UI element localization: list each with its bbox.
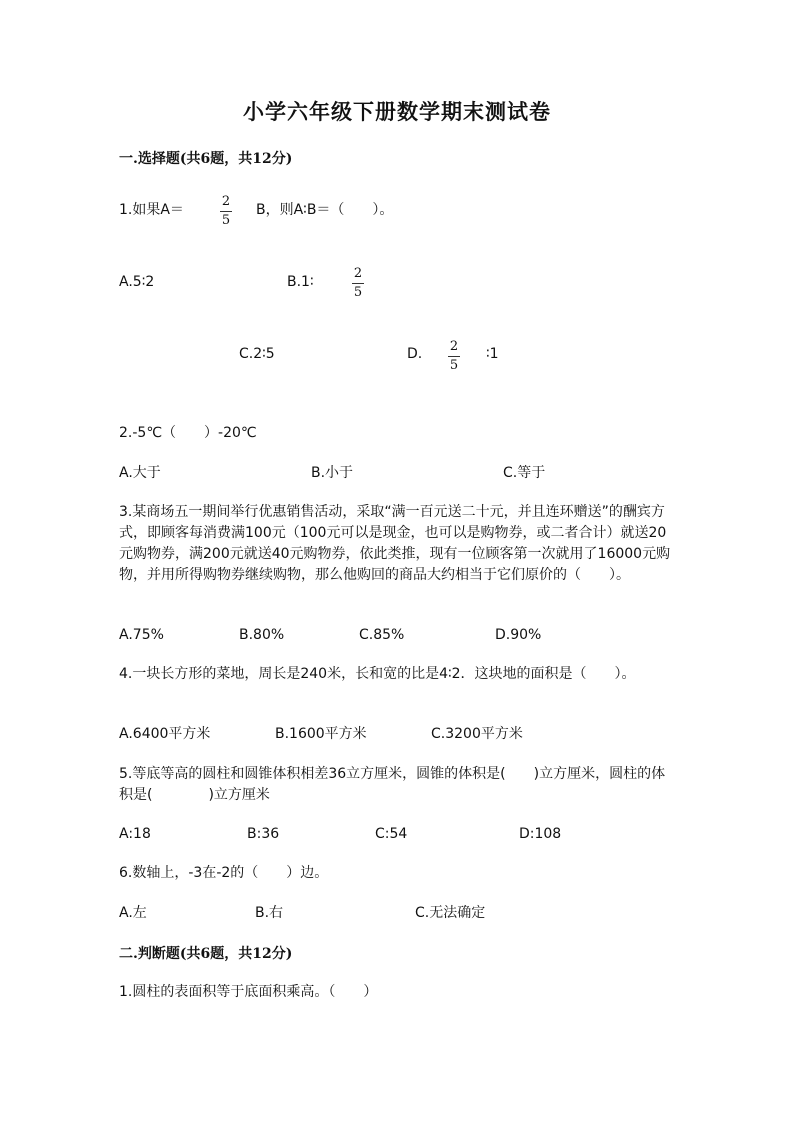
q2-option-c: C.等于 [503,465,546,481]
q1-fraction-numerator: 2 [221,194,231,209]
q6-stem: 6.数轴上，-3在-2的（ ）边。 [119,865,329,881]
q1-stem-part-a: 1.如果A＝ [119,202,184,218]
fraction-bar [448,356,460,357]
q1-option-d-fraction [447,339,461,374]
q1-fraction-denominator: 5 [221,213,231,228]
q2-stem: 2.-5℃（ ）-20℃ [119,425,257,441]
q4-option-c: C.3200平方米 [431,726,523,742]
page-title: 小学六年级下册数学期末测试卷 [243,99,551,124]
q1-option-b-fraction [351,266,365,301]
q4-option-b: B.1600平方米 [275,726,367,742]
q3-option-b: B.80% [239,627,285,643]
q1-option-c: C.2∶5 [239,346,275,362]
q4-stem: 4.一块长方形的菜地，周长是240米，长和宽的比是4∶2．这块地的面积是（ ）。 [119,666,636,682]
judgment-1-stem: 1.圆柱的表面积等于底面积乘高。（ ） [119,984,378,1000]
q1-stem-part-b: B，则A∶B＝（ ）。 [256,202,394,218]
q3-option-a: A.75% [119,627,164,643]
q3-option-c: C.85% [359,627,405,643]
q1-option-a: A.5∶2 [119,274,155,290]
fraction-numerator: 2 [449,339,459,354]
q5-option-c: C:54 [375,826,408,842]
q3-option-d: D.90% [495,627,542,643]
q1-option-b: B.1∶ [287,274,314,290]
fraction-bar [220,211,232,212]
q6-option-a: A.左 [119,905,147,921]
q5-stem: 5.等底等高的圆柱和圆锥体积相差36立方厘米，圆锥的体积是( )立方厘米，圆柱的体积是( )立方厘米 [119,766,666,803]
q6-option-c: C.无法确定 [415,905,486,921]
section-heading-choice: 一.选择题(共6题，共12分) [119,151,293,167]
fraction-denominator: 5 [353,285,363,300]
q2-option-a: A.大于 [119,465,161,481]
fraction-denominator: 5 [449,358,459,373]
q4-option-a: A.6400平方米 [119,726,211,742]
q5-option-b: B:36 [247,826,280,842]
q2-option-b: B.小于 [311,465,354,481]
fraction-numerator: 2 [353,266,363,281]
q3-stem: 3.某商场五一期间举行优惠销售活动，采取“满一百元送二十元，并且连环赠送”的酬宾方式，即顾客每消费满100元（100元可以是现金，也可以是购物券，或二者合计）就送20元购物券，满200元就送40元购物券，依此类推，现有一位顾客第一次就用了16000元购物，并用所得购物券继续购物，那么他购回的商品大约相当于它们原价的（ ）。 [119,504,671,583]
q1-option-d-suffix: ∶1 [486,346,499,362]
q1-fraction [219,194,233,229]
section-heading-judgment: 二.判断题(共6题，共12分) [119,946,293,962]
q6-option-b: B.右 [255,905,284,921]
fraction-bar [352,283,364,284]
q1-option-d-prefix: D. [407,346,423,362]
q5-option-d: D:108 [519,826,562,842]
q5-option-a: A:18 [119,826,151,842]
